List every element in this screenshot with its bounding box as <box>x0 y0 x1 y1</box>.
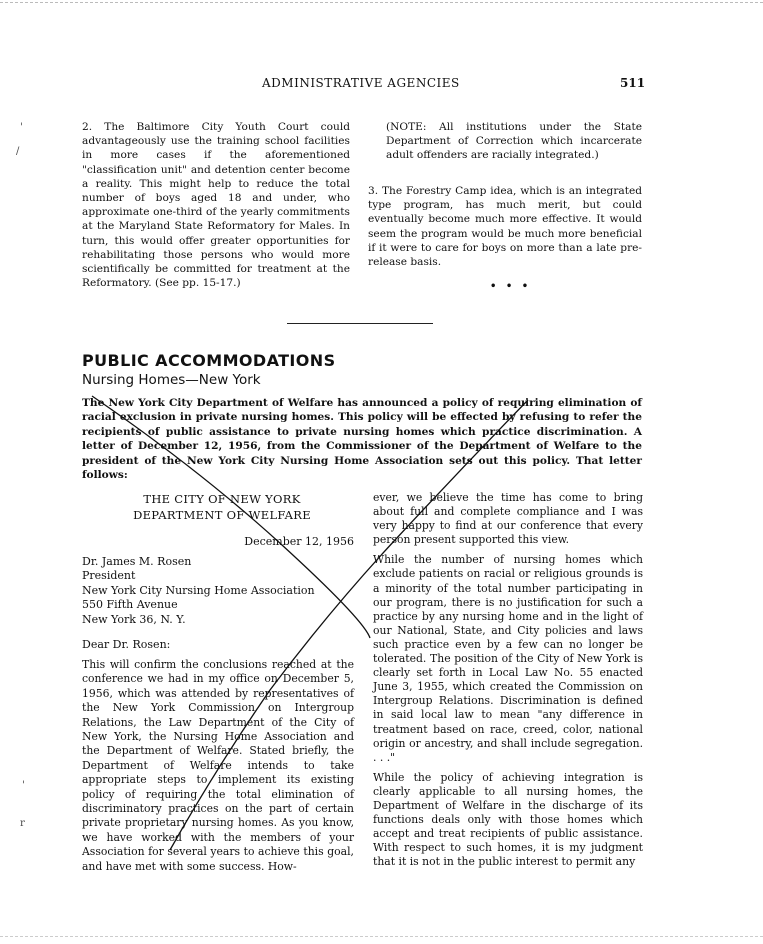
note-text: (NOTE: All institutions under the State Department of Correction which incarcerate adult offenders are racially integrated.) <box>386 121 642 162</box>
margin-mark: ' <box>20 122 23 133</box>
section-subtitle: Nursing Homes—New York <box>82 372 261 388</box>
item-2-number: 2. <box>82 121 93 133</box>
letterhead-line-1: THE CITY OF NEW YORK <box>143 492 301 506</box>
letter-paragraph: While the number of nursing homes which exclude patients on racial or religious grounds is a minority of the total number participating in our program, there is no justification for such a practice by any nursing home and in the light of our National, State, and City policies and laws such practice even by a few can no longer be tolerated. The position of the City of New York is clearly set forth in Local Law No. 55 enacted June 3, 1955, which created the Commission on Intergroup Relations. Discrimination is defined in said local law to mean "any difference in treatment based on race, creed, color, national origin or ancestry, and shall include segregation. . . ." <box>373 553 643 764</box>
salutation: Dear Dr. Rosen: <box>82 638 171 651</box>
margin-mark: r <box>20 818 25 829</box>
section-separator-dots: • • • <box>490 281 532 292</box>
addressee-line: New York City Nursing Home Association <box>82 583 315 597</box>
addressee-line: Dr. James M. Rosen <box>82 555 192 568</box>
letter-paragraph: While the policy of achieving integration is clearly applicable to all nursing homes, the Department of Welfare in the discharge of its functions deals only with those homes which accept and treat recipients of public assistance. With respect to such homes, it is my judgment that it is not in the public interest to permit any <box>373 770 643 869</box>
intro-paragraph: The New York City Department of Welfare has announced a policy of requiring elimination of racial exclusion in private nursing homes. This policy will be effected by refusing to refer the recipients of public assistance to private nursing homes which practice discrimination. A letter of December 12, 1956, from the Commissioner of the Department of Welfare to the president of the New York City Nursing Home Association sets out this policy. That letter follows: <box>82 397 642 482</box>
item-2-text: The Baltimore City Youth Court could advantageously use the training school facilities in more cases if the aforementioned "classification unit" and detention center become a reality. This might help to reduce the total number of boys aged 18 and under, who approximate one-third of the yearly commitments at the Maryland State Reformatory for Males. In turn, this would offer greater opportunities for rehabilitating those persons who would more scientifically be committed for treatment at the Reformatory. (See pp. 15-17.) <box>82 121 350 290</box>
page-number: 511 <box>620 76 646 90</box>
letter-paragraph: This will confirm the conclusions reached at the conference we had in my office on December 5, 1956, which was attended by representatives of the New York Commission on Intergroup Relations, the Law Department of the City of New York, the Nursing Home Association and the Department of Welfare. Stated briefly, the Department of Welfare intends to take appropriate steps to implement its existing policy of requiring the total elimination of discriminatory practices on the part of certain private proprietary nursing homes. As you know, we have worked with the members of your Association for several years to achieve this goal, and have met with some success. How- <box>82 658 354 873</box>
margin-mark: ' <box>22 780 25 791</box>
item-3-text: The Forestry Camp idea, which is an integrated type program, has much merit, but could eventually become much more effective. It would seem the program would be much more beneficial if it were to care for boys on more than a late pre-release basis. <box>368 185 643 269</box>
cross-out-stroke <box>170 400 528 850</box>
letterhead-line-2: DEPARTMENT OF WELFARE <box>133 508 311 522</box>
addressee-line: President <box>82 569 136 583</box>
running-header: ADMINISTRATIVE AGENCIES <box>262 76 460 90</box>
letter-paragraph: ever, we believe the time has come to bring about full and complete compliance and I was very happy to find at our conference that every person present supported this view. <box>373 491 643 547</box>
bottom-edge-dashes <box>0 936 763 937</box>
addressee-line: 550 Fifth Avenue <box>82 598 178 612</box>
item-3-number: 3. <box>368 185 379 197</box>
cross-out-stroke <box>92 396 370 638</box>
margin-mark: / <box>16 146 20 157</box>
addressee-line: New York 36, N. Y. <box>82 612 186 626</box>
section-title: PUBLIC ACCOMMODATIONS <box>82 351 336 370</box>
letter-date: December 12, 1956 <box>244 535 354 548</box>
